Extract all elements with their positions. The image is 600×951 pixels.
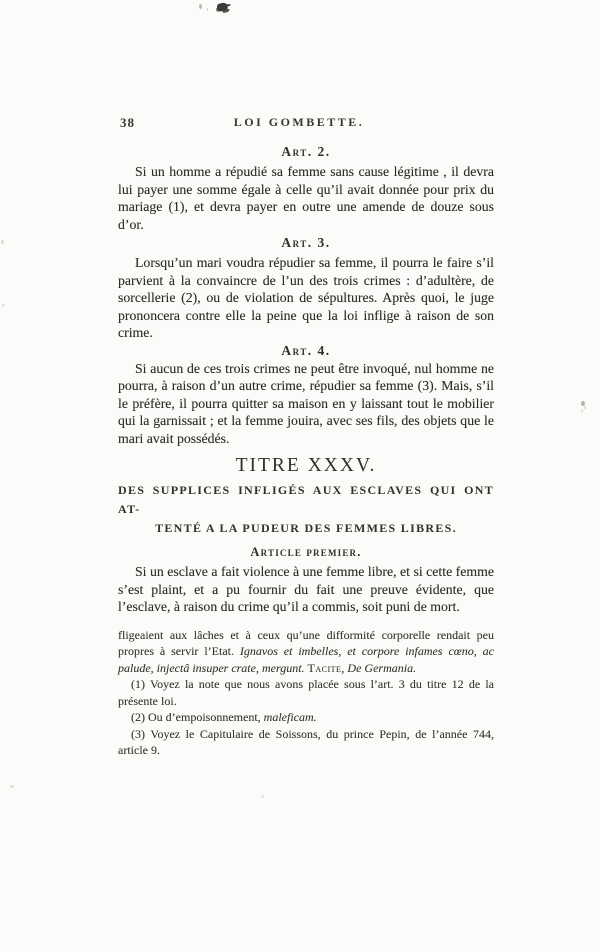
paper-speck	[1, 240, 4, 244]
footnote-1-text: Voyez la note que nous avons placée sous l’art. 3 du titre 12 de la présente loi.	[118, 677, 494, 708]
footnote-3	[118, 726, 494, 759]
footnote-continuation-roman: fligeaient aux lâches et à ceux qu’une difformité corporelle rendait peu propres à servir l’Etat.	[118, 627, 494, 658]
title-xxxv-subtitle	[118, 481, 494, 538]
running-title: LOI GOMBETTE.	[233, 115, 365, 129]
article-2-body: Si un homme a répudié sa femme sans cause légitime , il devra lui payer une somme égale à celle qu’il avait donnée pour prix du mariage (1), et devra payer en outre une amende de douze sous d’or.	[118, 164, 494, 232]
footnote-2-marker: (2)	[131, 710, 145, 724]
page-header	[118, 115, 494, 129]
footnote-continuation	[118, 627, 494, 677]
paper-speck	[581, 401, 585, 406]
article-3-body: Lorsqu’un mari voudra répudier sa femme, il pourra le faire s’il parvient à la convaincre de l’un des trois crimes : d’adultère, de sorcellerie (2), ou de violation de sépultures. Après quoi, le juge prononcera contre elle la peine que la loi inflige à raison de son crime.	[118, 255, 494, 340]
ink-smudge	[216, 2, 228, 11]
paper-speck	[10, 785, 14, 788]
subtitle-line-1: DES SUPPLICES INFLIGÉS AUX ESCLAVES QUI ONT AT-	[118, 483, 494, 516]
article-2-heading: Art. 2.	[281, 144, 331, 159]
footnote-work-title: De Germania.	[347, 660, 417, 675]
footnotes-block	[118, 627, 494, 759]
article-4-heading: Art. 4.	[281, 342, 331, 358]
footnote-latin-quote: Ignavos et imbelles, et corpore infames cœno, ac palude, injectâ insuper crate, mergunt.	[118, 644, 495, 675]
footnote-author-sep: ,	[341, 660, 348, 675]
article-premier-body: Si un esclave a fait violence à une femme libre, et si cette femme s’est plaint, et a pu fournir du fait une preuve évidente, que l’esclave, à raison du crime qu’il a commis, soit puni de mort.	[118, 564, 494, 614]
paper-speck	[2, 304, 5, 307]
footnote-3-text: Voyez le Capitulaire de Soissons, du prince Pepin, de l’année 744, article 9.	[118, 726, 494, 757]
footnote-1-marker: (1)	[131, 677, 145, 691]
footnote-1	[118, 676, 494, 709]
footnote-2	[118, 709, 494, 726]
footnote-2-latin: maleficam.	[263, 710, 317, 724]
article-premier-heading: Article premier.	[250, 545, 362, 559]
paper-speck	[261, 795, 264, 798]
ink-smudge-faint	[199, 4, 202, 9]
footnote-3-marker: (3)	[131, 726, 145, 741]
article-4-body: Si aucun de ces trois crimes ne peut être invoqué, nul homme ne pourra, à raison d’un autre crime, répudier sa femme (3). Mais, s’il le préfère, il pourra quitter sa maison en y laissant tout le mobilier qui la garnissait ; et la femme jouira, avec ses fils, des objets que le mari avait possédés.	[118, 360, 494, 446]
text-block	[118, 115, 494, 759]
title-xxxv: TITRE XXXV.	[235, 455, 377, 476]
subtitle-line-2: TENTÉ A LA PUDEUR DES FEMMES LIBRES.	[155, 521, 457, 535]
page-number: 38	[120, 115, 135, 130]
footnote-2-text: Ou d’empoisonnement,	[148, 710, 264, 724]
footnote-author: Tacite	[307, 660, 342, 675]
article-3-heading: Art. 3.	[281, 235, 331, 250]
